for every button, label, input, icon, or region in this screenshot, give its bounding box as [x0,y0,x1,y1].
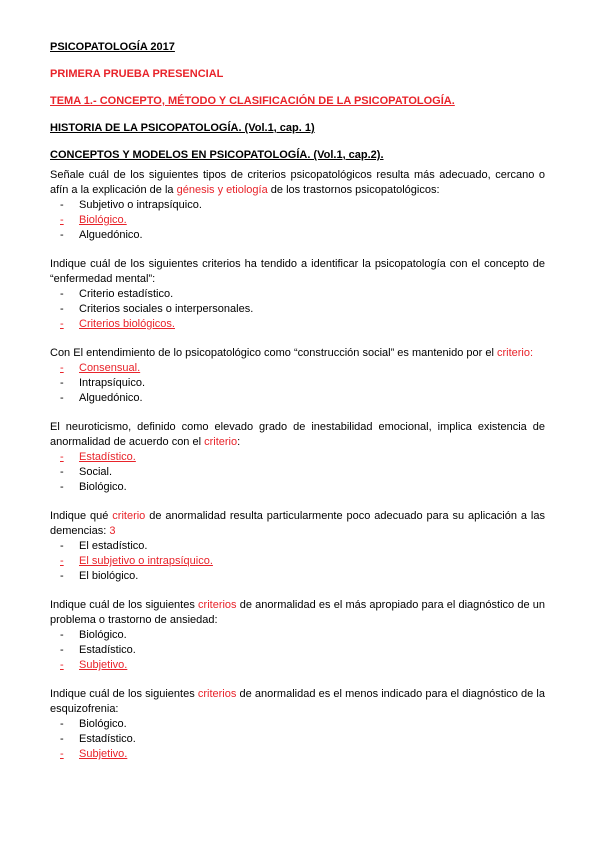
answer-option [50,302,545,317]
highlighted-term: génesis y etiología [176,184,268,196]
answer-options [50,198,545,243]
answer-options [50,361,545,406]
answer-option-text: Biológico. [79,214,127,226]
list-dash: - [60,733,64,745]
list-dash: - [60,570,64,582]
list-dash: - [60,229,64,241]
section-heading-historia: HISTORIA DE LA PSICOPATOLOGÍA. (Vol.1, cap. 1) [50,122,315,134]
question-text [50,509,545,539]
answer-option-text: Biológico. [79,481,127,493]
highlighted-term: criterios [198,599,237,611]
answer-option-text: Biológico. [79,718,127,730]
answer-option-text: Social. [79,466,113,478]
list-dash: - [60,392,64,404]
list-dash: - [60,377,64,389]
answer-option [50,643,545,658]
answer-option [50,732,545,747]
answer-options [50,628,545,673]
answer-options [50,717,545,762]
list-dash: - [60,303,64,315]
answer-option [50,376,545,391]
answer-option-text: Estadístico. [79,451,136,463]
question-text-segment: Indique cuál de los siguientes criterios ha tendido a identificar la psicopatología con el concepto de “enfermedad mental”: [50,258,545,285]
answer-option-text: Estadístico. [79,733,136,745]
answer-options [50,287,545,332]
question-text [50,598,545,628]
list-dash: - [60,362,64,374]
list-dash: - [60,199,64,211]
answer-option-correct [50,554,545,569]
question-text-segment: Indique cuál de los siguientes [50,688,198,700]
question-block [50,420,545,495]
question-text-segment: de los trastornos psicopatológicos: [267,184,440,196]
question-text-segment: de anormalidad es el menos indicado para el diagnóstico de la esquizofrenia: [50,688,545,715]
list-dash: - [60,748,64,760]
question-block [50,168,545,243]
list-dash: - [60,718,64,730]
answer-option [50,628,545,643]
question-text-segment: de anormalidad es el más apropiado para el diagnóstico de un problema o trastorno de ansiedad: [50,599,545,626]
question-list [50,168,545,762]
question-block [50,257,545,332]
tema-heading: TEMA 1.- CONCEPTO, MÉTODO Y CLASIFICACIÓN DE LA PSICOPATOLOGÍA. [50,95,455,107]
answer-option [50,717,545,732]
answer-option-text: Estadístico. [79,644,136,656]
answer-option [50,539,545,554]
question-block [50,598,545,673]
answer-option-text: Intrapsíquico. [79,377,146,389]
question-text-segment: Con El entendimiento de lo psicopatológico como “construcción social” es mantenido por el [50,347,497,359]
list-dash: - [60,540,64,552]
highlighted-term: criterios [197,688,237,700]
question-text-segment: de anormalidad resulta particularmente poco adecuado para su aplicación a las demencias: [50,510,545,537]
answer-option [50,391,545,406]
answer-option-correct [50,747,545,762]
list-dash: - [60,466,64,478]
answer-option [50,465,545,480]
question-block [50,346,545,406]
answer-option-text: Subjetivo o intrapsíquico. [79,199,202,211]
answer-option [50,569,545,584]
question-text [50,420,545,450]
answer-option-text: El estadístico. [79,540,148,552]
question-text [50,168,545,198]
question-block [50,509,545,584]
list-dash: - [60,481,64,493]
answer-option-correct [50,450,545,465]
list-dash: - [60,288,64,300]
answer-option-text: Subjetivo. [79,748,128,760]
question-block [50,687,545,762]
exam-subtitle: PRIMERA PRUEBA PRESENCIAL [50,68,224,80]
list-dash: - [60,555,64,567]
list-dash: - [60,659,64,671]
answer-options [50,450,545,495]
answer-option-text: Subjetivo. [79,659,128,671]
answer-option-correct [50,361,545,376]
answer-option-correct [50,213,545,228]
list-dash: - [60,629,64,641]
answer-option-text: Criterios sociales o interpersonales. [79,303,254,315]
highlighted-term: criterio [112,510,146,522]
answer-options [50,539,545,584]
list-dash: - [60,214,64,226]
list-dash: - [60,318,64,330]
answer-option [50,198,545,213]
question-text-segment: Indique cuál de los siguientes [50,599,199,611]
highlighted-term: criterio [496,347,530,359]
question-text [50,257,545,287]
answer-option-text: El subjetivo o intrapsíquico. [79,555,213,567]
answer-option-text: El biológico. [79,570,139,582]
answer-option-text: Criterio estadístico. [79,288,174,300]
question-text [50,687,545,717]
answer-option [50,287,545,302]
answer-option-text: Criterios biológicos. [79,318,175,330]
document-title: PSICOPATOLOGÍA 2017 [50,41,175,53]
answer-option [50,228,545,243]
question-text-segment: El neuroticismo, definido como elevado grado de inestabilidad emocional, implica existencia de anormalidad de acuerdo con el [50,421,545,448]
answer-option-text: Biológico. [79,629,127,641]
list-dash: - [60,451,64,463]
answer-option [50,480,545,495]
answer-option-text: Consensual. [79,362,141,374]
answer-option-text: Alguedónico. [79,229,143,241]
question-text-segment: Señale cuál de los siguientes tipos de criterios psicopatológicos resulta más adecuado, cercano o afín a la explicación de la [50,169,545,196]
document-page [50,40,545,776]
answer-option-correct [50,658,545,673]
highlighted-term: : [529,347,534,359]
highlighted-term: criterio [204,436,238,448]
answer-option-text: Alguedónico. [79,392,143,404]
question-text [50,346,545,361]
list-dash: - [60,644,64,656]
question-text-segment: : [237,436,241,448]
question-text-segment: Indique qué [50,510,113,522]
highlighted-term: 3 [109,525,116,537]
section-heading-conceptos: CONCEPTOS Y MODELOS EN PSICOPATOLOGÍA. (Vol.1, cap.2). [50,149,384,161]
answer-option-correct [50,317,545,332]
